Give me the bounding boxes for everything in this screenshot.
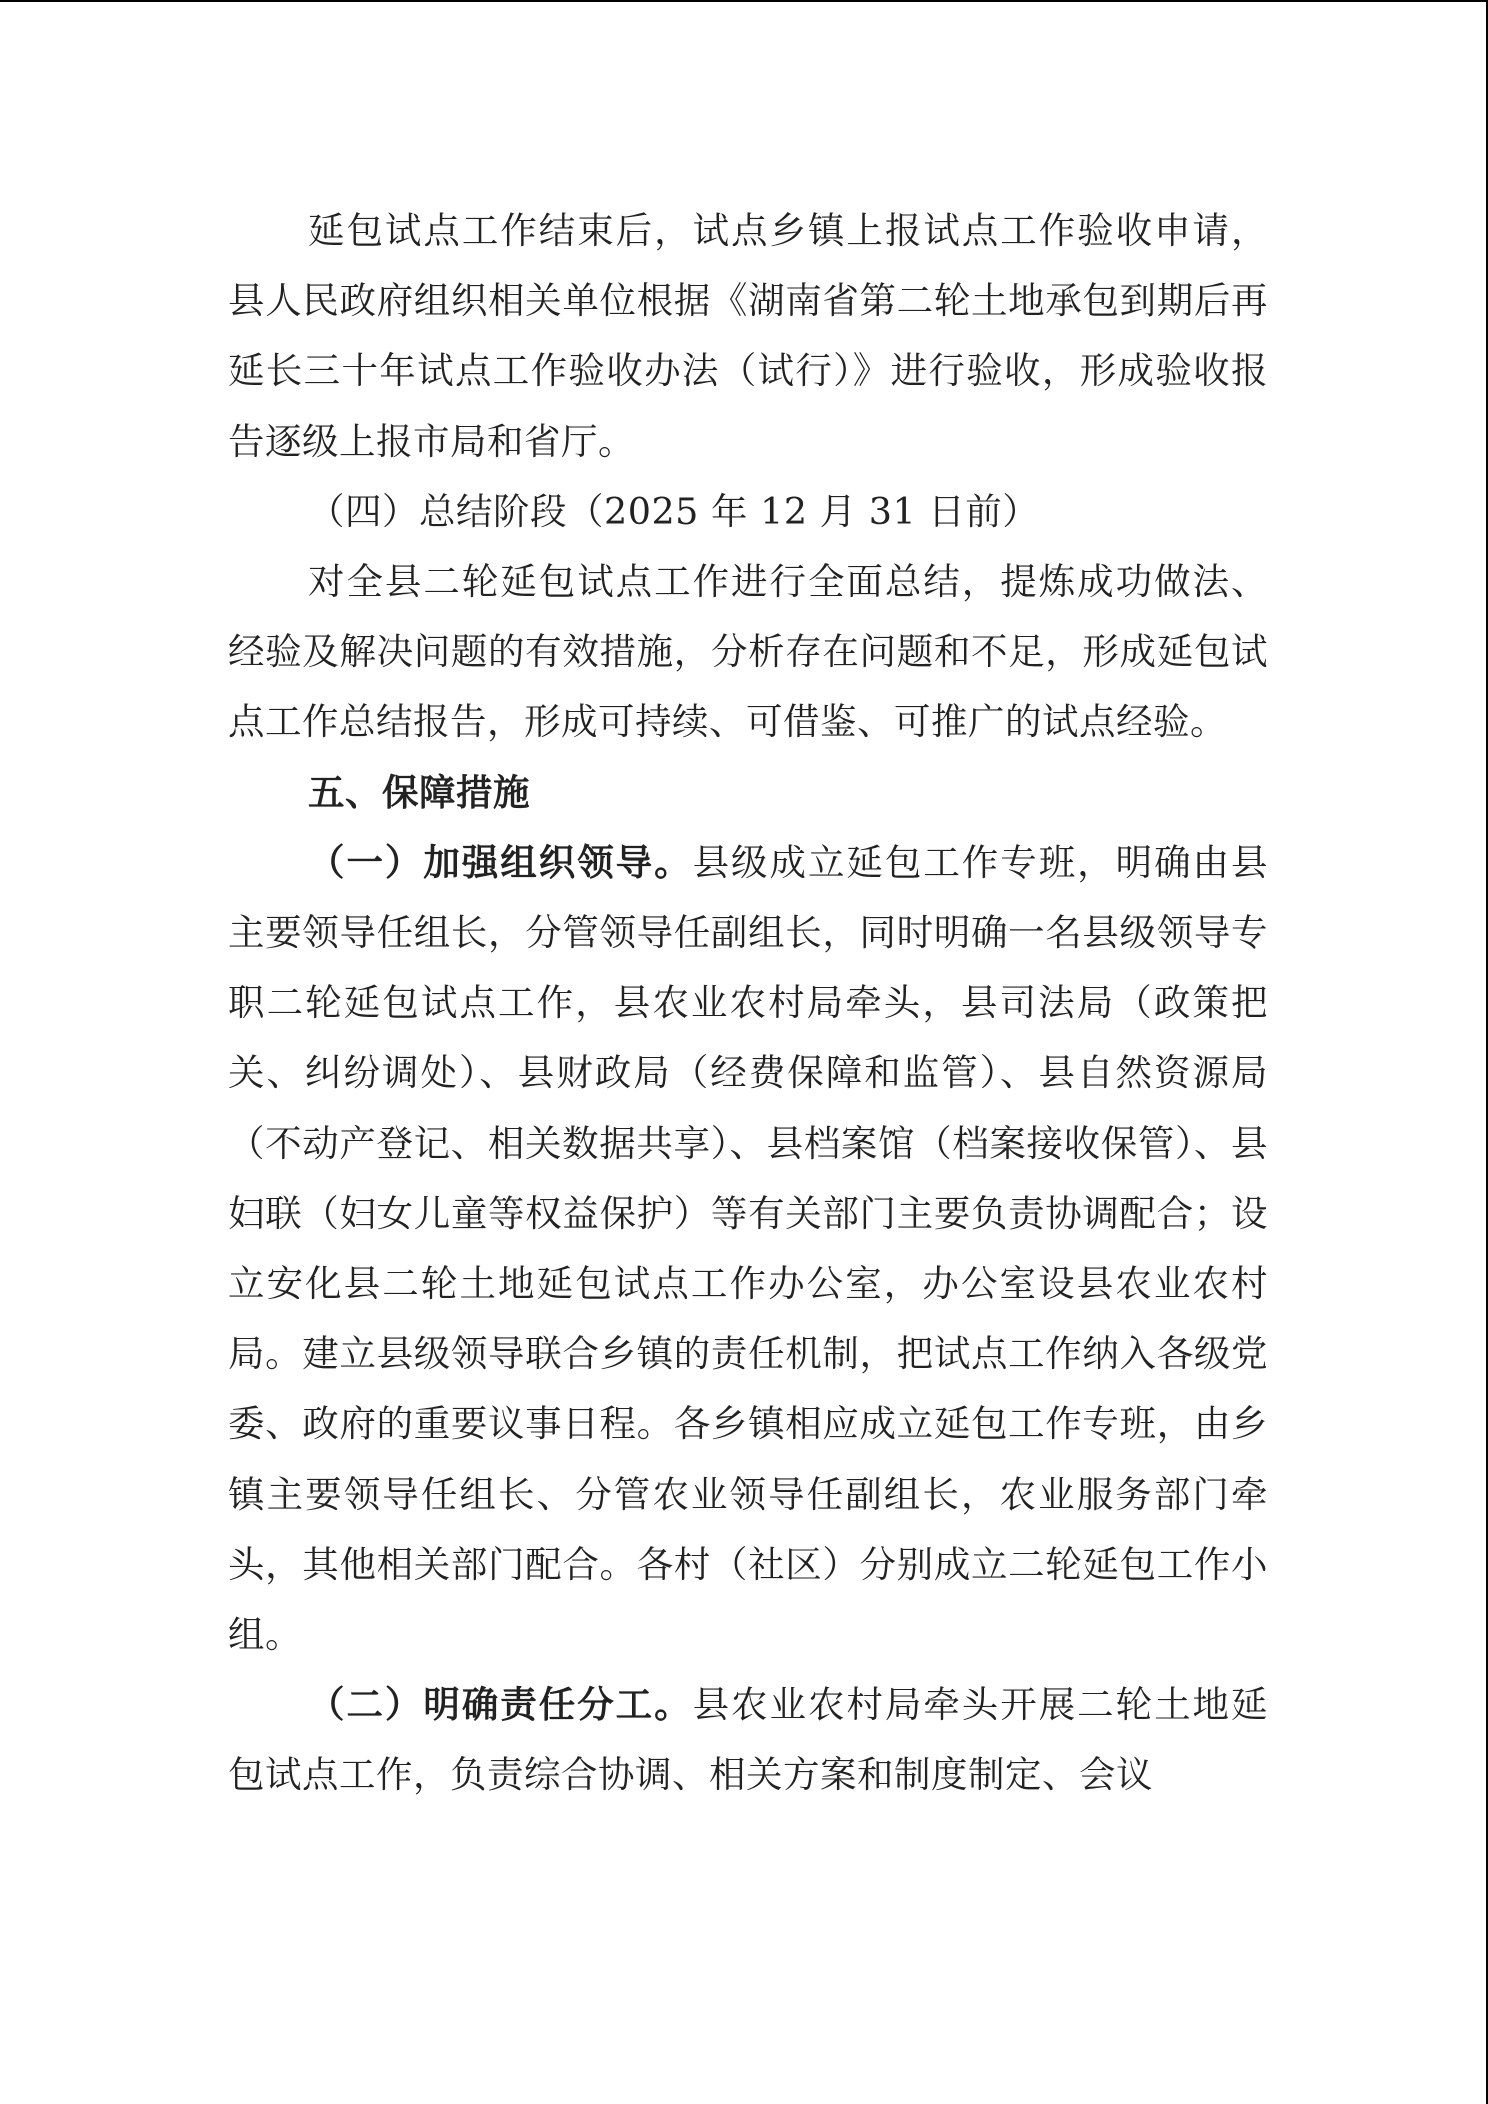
paragraph-organization bbox=[228, 828, 1268, 1670]
paragraph-summary: 对全县二轮延包试点工作进行全面总结，提炼成功做法、经验及解决问题的有效措施，分析存在问题和不足，形成延包试点工作总结报告，形成可持续、可借鉴、可推广的试点经验。 bbox=[228, 560, 1268, 744]
paragraph-responsibility bbox=[228, 1670, 1268, 1810]
paragraph-organization-lead: （一）加强组织领导。 bbox=[308, 840, 693, 884]
paragraph-responsibility-body: 县农业农村局牵头开展二轮土地延包试点工作，负责综合协调、相关方案和制度制定、会议 bbox=[228, 1683, 1269, 1797]
paragraph-organization-body: 县级成立延包工作专班，明确由县主要领导任组长，分管领导任副组长，同时明确一名县级领导专职二轮延包试点工作，县农业农村局牵头，县司法局（政策把关、纠纷调处）、县财政局（经费保障和监管）、县自然资源局（不动产登记、相关数据共享）、县档案馆（档案接收保管）、县妇联（妇女儿童等权益保护）等有关部门主要负责协调配合；设立安化县二轮土地延包试点工作办公室，办公室设县农业农村局。建立县级领导联合乡镇的责任机制，把试点工作纳入各级党委、政府的重要议事日程。各乡镇相应成立延包工作专班，由乡镇主要领导任组长、分管农业领导任副组长，农业服务部门牵头，其他相关部门配合。各村（社区）分别成立二轮延包工作小组。 bbox=[228, 840, 1269, 1657]
paragraph-summary-stage-heading: （四）总结阶段（2025 年 12 月 31 日前） bbox=[308, 489, 1040, 533]
document-body bbox=[228, 196, 1268, 1811]
section-heading-safeguards: 五、保障措施 bbox=[308, 770, 530, 814]
paragraph-acceptance: 延包试点工作结束后，试点乡镇上报试点工作验收申请，县人民政府组织相关单位根据《湖南省第二轮土地承包到期后再延长三十年试点工作验收办法（试行）》进行验收，形成验收报告逐级上报市局和省厅。 bbox=[228, 209, 1268, 463]
paragraph-responsibility-lead: （二）明确责任分工。 bbox=[308, 1683, 693, 1727]
page-border-top bbox=[0, 0, 1488, 2]
